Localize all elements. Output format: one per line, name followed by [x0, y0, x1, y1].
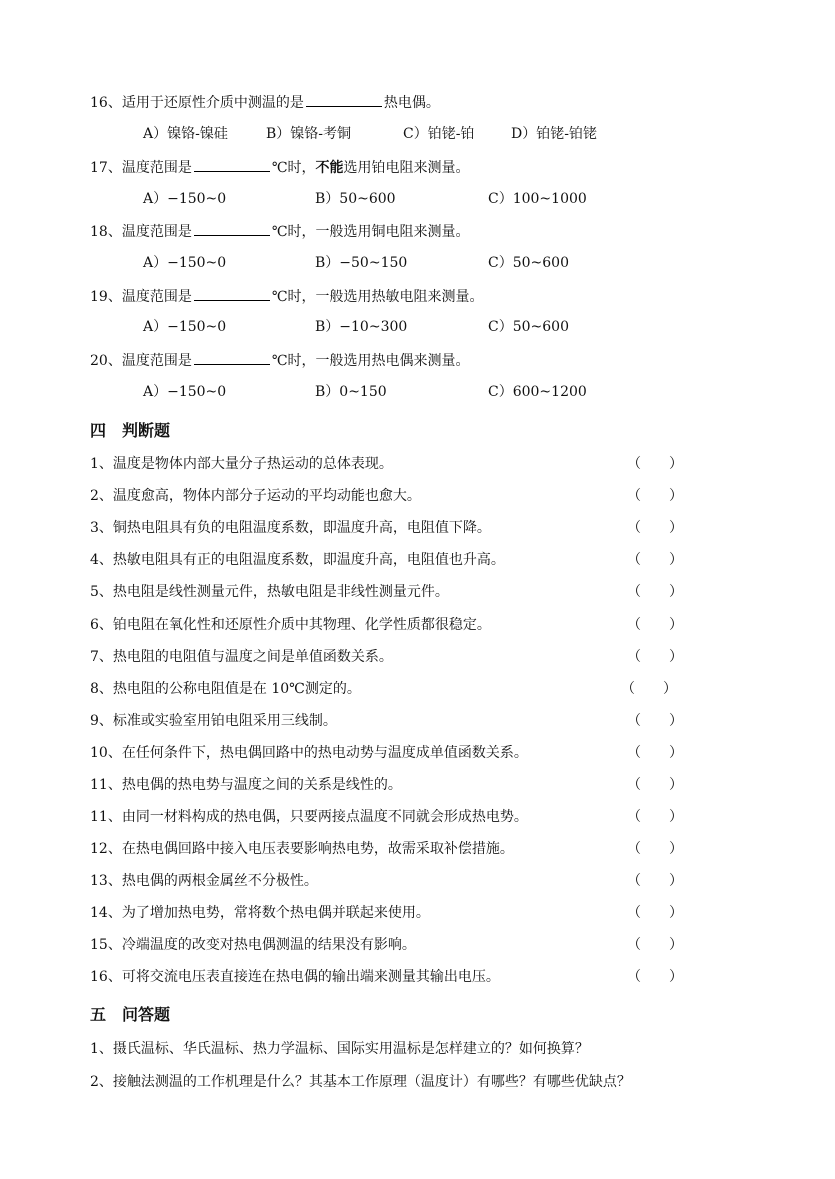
option-c: C）50~600	[488, 255, 569, 271]
option-a: A）−150~0	[143, 191, 227, 207]
question-text: 热电偶。	[383, 95, 440, 111]
qa-item: 2、接触法测温的工作机理是什么？其基本工作原理（温度计）有哪些？有哪些优缺点？	[90, 1074, 631, 1090]
answer-paren: （ ）	[627, 841, 683, 857]
tf-item: 14、为了增加热电势，常将数个热电偶并联起来使用。	[90, 905, 430, 921]
tf-item: 13、热电偶的两根金属丝不分极性。	[90, 873, 318, 889]
tf-item: 5、热电阻是线性测量元件，热敏电阻是非线性测量元件。	[90, 584, 449, 600]
answer-paren: （ ）	[627, 777, 683, 793]
section-5-title: 五 问答题	[90, 1005, 171, 1024]
question-19	[90, 286, 484, 307]
option-a: A）−150~0	[143, 384, 227, 400]
answer-blank	[306, 92, 382, 107]
answer-paren: （ ）	[627, 584, 683, 600]
answer-paren: （ ）	[627, 969, 683, 985]
question-text: 一般选用铜电阻来测量。	[315, 224, 470, 240]
answer-blank	[194, 286, 270, 301]
question-text: 16、适用于还原性介质中测温的是	[90, 95, 304, 111]
answer-paren: （ ）	[621, 681, 677, 697]
option-c: C）50~600	[488, 319, 569, 335]
tf-item: 6、铂电阻在氧化性和还原性介质中其物理、化学性质都很稳定。	[90, 617, 491, 633]
tf-item: 4、热敏电阻具有正的电阻温度系数，即温度升高，电阻值也升高。	[90, 552, 505, 568]
option-a: A）镍铬-镍硅	[143, 126, 228, 142]
option-c: C）铂铑-铂	[403, 126, 475, 142]
option-b: B）50~600	[315, 191, 396, 207]
question-text: 一般选用热敏电阻来测量。	[315, 289, 484, 305]
question-text: 20、温度范围是	[90, 353, 192, 369]
answer-paren: （ ）	[627, 520, 683, 536]
option-b: B）−10~300	[315, 319, 408, 335]
question-text: 19、温度范围是	[90, 289, 192, 305]
answer-blank	[194, 157, 270, 172]
tf-item: 8、热电阻的公称电阻值是在 10℃测定的。	[90, 681, 361, 697]
answer-paren: （ ）	[627, 937, 683, 953]
option-b: B）−50~150	[315, 255, 408, 271]
answer-paren: （ ）	[627, 456, 683, 472]
question-16	[90, 92, 440, 113]
answer-paren: （ ）	[627, 713, 683, 729]
option-d: D）铂铑-铂铑	[511, 126, 597, 142]
question-17	[90, 157, 470, 178]
question-20	[90, 350, 470, 371]
tf-item: 11、热电偶的热电势与温度之间的关系是线性的。	[90, 777, 402, 793]
question-text: 18、温度范围是	[90, 224, 192, 240]
option-b: B）镍铬-考铜	[266, 126, 352, 142]
answer-paren: （ ）	[627, 617, 683, 633]
emphasis-text: 不能	[315, 160, 344, 176]
answer-paren: （ ）	[627, 905, 683, 921]
option-c: C）100~1000	[488, 191, 587, 207]
question-text: ℃时，	[271, 224, 316, 240]
qa-item: 1、摄氏温标、华氏温标、热力学温标、国际实用温标是怎样建立的？如何换算？	[90, 1041, 589, 1057]
question-text: ℃时，	[271, 353, 316, 369]
tf-item: 1、温度是物体内部大量分子热运动的总体表现。	[90, 456, 393, 472]
answer-blank	[194, 350, 270, 365]
question-text: 17、温度范围是	[90, 160, 192, 176]
tf-item: 11、由同一材料构成的热电偶，只要两接点温度不同就会形成热电势。	[90, 809, 528, 825]
question-text: 一般选用热电偶来测量。	[315, 353, 470, 369]
option-c: C）600~1200	[488, 384, 587, 400]
section-4-title: 四 判断题	[90, 421, 171, 440]
answer-paren: （ ）	[627, 488, 683, 504]
tf-item: 3、铜热电阻具有负的电阻温度系数，即温度升高，电阻值下降。	[90, 520, 491, 536]
tf-item: 12、在热电偶回路中接入电压表要影响热电势，故需采取补偿措施。	[90, 841, 514, 857]
answer-paren: （ ）	[627, 809, 683, 825]
answer-paren: （ ）	[627, 649, 683, 665]
answer-paren: （ ）	[627, 745, 683, 761]
question-text: ℃时，	[271, 289, 316, 305]
tf-item: 7、热电阻的电阻值与温度之间是单值函数关系。	[90, 649, 393, 665]
tf-item: 2、温度愈高，物体内部分子运动的平均动能也愈大。	[90, 488, 421, 504]
question-text: ℃时，	[271, 160, 316, 176]
question-18	[90, 221, 470, 242]
answer-blank	[194, 221, 270, 236]
answer-paren: （ ）	[627, 552, 683, 568]
tf-item: 10、在任何条件下，热电偶回路中的热电动势与温度成单值函数关系。	[90, 745, 528, 761]
option-a: A）−150~0	[143, 319, 227, 335]
tf-item: 16、可将交流电压表直接连在热电偶的输出端来测量其输出电压。	[90, 969, 500, 985]
tf-item: 9、标准或实验室用铂电阻采用三线制。	[90, 713, 337, 729]
option-a: A）−150~0	[143, 255, 227, 271]
option-b: B）0~150	[315, 384, 387, 400]
answer-paren: （ ）	[627, 873, 683, 889]
tf-item: 15、冷端温度的改变对热电偶测温的结果没有影响。	[90, 937, 416, 953]
question-text: 选用铂电阻来测量。	[343, 160, 470, 176]
